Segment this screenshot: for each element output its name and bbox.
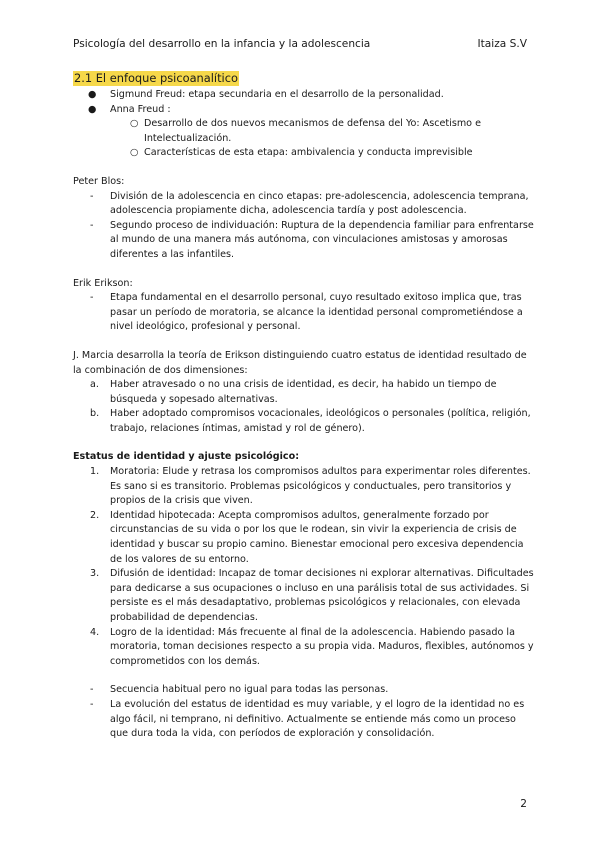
list-item: ○ Características de esta etapa: ambivalencia y conducta imprevisible — [73, 146, 535, 161]
circle-bullet-icon: ○ — [130, 147, 139, 159]
blos-label: Peter Blos: — [73, 175, 125, 187]
blos-list — [73, 190, 535, 263]
section-heading: 2.1 El enfoque psicoanalítico — [74, 71, 238, 85]
list-item: - Etapa fundamental en el desarrollo personal, cuyo resultado exitoso implica que, tras pasar un período de moratoria, se alcance la identidad personal comprometiéndose a nivel ideológico, profesional y personal. — [90, 292, 523, 333]
header-title: Psicología del desarrollo en la infancia y la adolescencia — [73, 38, 371, 50]
list-item: - Secuencia habitual pero no igual para todas las personas. — [90, 684, 389, 696]
circle-bullet-icon: ○ — [130, 118, 139, 130]
list-item: 3. Difusión de identidad: Incapaz de tomar decisiones ni explorar alternativas. Dificultades para dedicarse a sus ocupaciones o incluso en una parálisis total de sus actividades. Si persiste es el más desadaptativo, problemas psicológicos y relacionales, con elevada probabilidad de dependencias. — [90, 568, 534, 623]
freud-bullet-list — [73, 88, 535, 117]
page-number: 2 — [520, 798, 527, 810]
list-item: a. Haber atravesado o no una crisis de identidad, es decir, ha habido un tiempo de búsqueda y sopesado alternativas. — [90, 379, 497, 405]
list-item: b. Haber adoptado compromisos vocacionales, ideológicos o personales (política, religión, trabajo, relaciones íntimas, amistad y rol de género). — [90, 408, 531, 434]
header-author: Itaiza S.V — [477, 38, 527, 50]
erikson-label: Erik Erikson: — [73, 277, 133, 289]
anna-sub-list — [73, 117, 535, 161]
estatus-heading: Estatus de identidad y ajuste psicológico: — [73, 451, 300, 463]
list-item: - La evolución del estatus de identidad es muy variable, y el logro de la identidad no es algo fácil, ni temprano, ni definitivo. Actualmente se entiende más como un proceso que dura toda la vida, con períodos de exploración y consolidación. — [90, 698, 525, 740]
marcia-list — [73, 378, 535, 436]
list-item: - Segundo proceso de individuación: Ruptura de la dependencia familiar para enfrentarse al mundo de una manera más autónoma, con vinculaciones amistosas y amorosas diferentes a las infantiles. — [90, 219, 534, 260]
bullet-icon: ● — [88, 103, 97, 115]
list-item: 4. Logro de la identidad: Más frecuente al final de la adolescencia. Habiendo pasado la moratoria, toman decisiones respecto a su propia vida. Maduros, flexibles, autónomos y comprometidos con los demás. — [90, 626, 534, 667]
list-item: - División de la adolescencia en cinco etapas: pre-adolescencia, adolescencia temprana, adolescencia propiamente dicha, adolescencia tardía y post adolescencia. — [90, 190, 529, 217]
list-item: ● Sigmund Freud: etapa secundaria en el desarrollo de la personalidad. — [73, 88, 535, 103]
estatus-list — [73, 465, 535, 669]
page-content — [73, 71, 535, 742]
erikson-list — [73, 291, 535, 335]
page-header — [73, 37, 527, 53]
list-item: 2. Identidad hipotecada: Acepta compromisos adultos, generalmente forzado por circunstancias de su vida o por los que le rodean, sin vivir la experiencia de crisis de identidad y buscar su propio camino. Bienestar emocional pero excesiva dependencia de los valores de su entorno. — [90, 509, 524, 565]
closing-list — [73, 683, 535, 741]
bullet-icon: ● — [88, 89, 97, 100]
list-item: ● Anna Freud : — [73, 103, 535, 118]
marcia-intro: J. Marcia desarrolla la teoría de Erikson distinguiendo cuatro estatus de identidad resultado de la combinación de dos dimensiones: — [73, 349, 527, 376]
list-item: 1. Moratoria: Elude y retrasa los compromisos adultos para experimentar roles diferentes. Es sano si es transitorio. Problemas psicológicos y conductuales, pero transitorios y propios de la crisis que viven. — [90, 466, 531, 507]
list-item: ○ Desarrollo de dos nuevos mecanismos de defensa del Yo: Ascetismo e Intelectualización. — [130, 118, 482, 144]
